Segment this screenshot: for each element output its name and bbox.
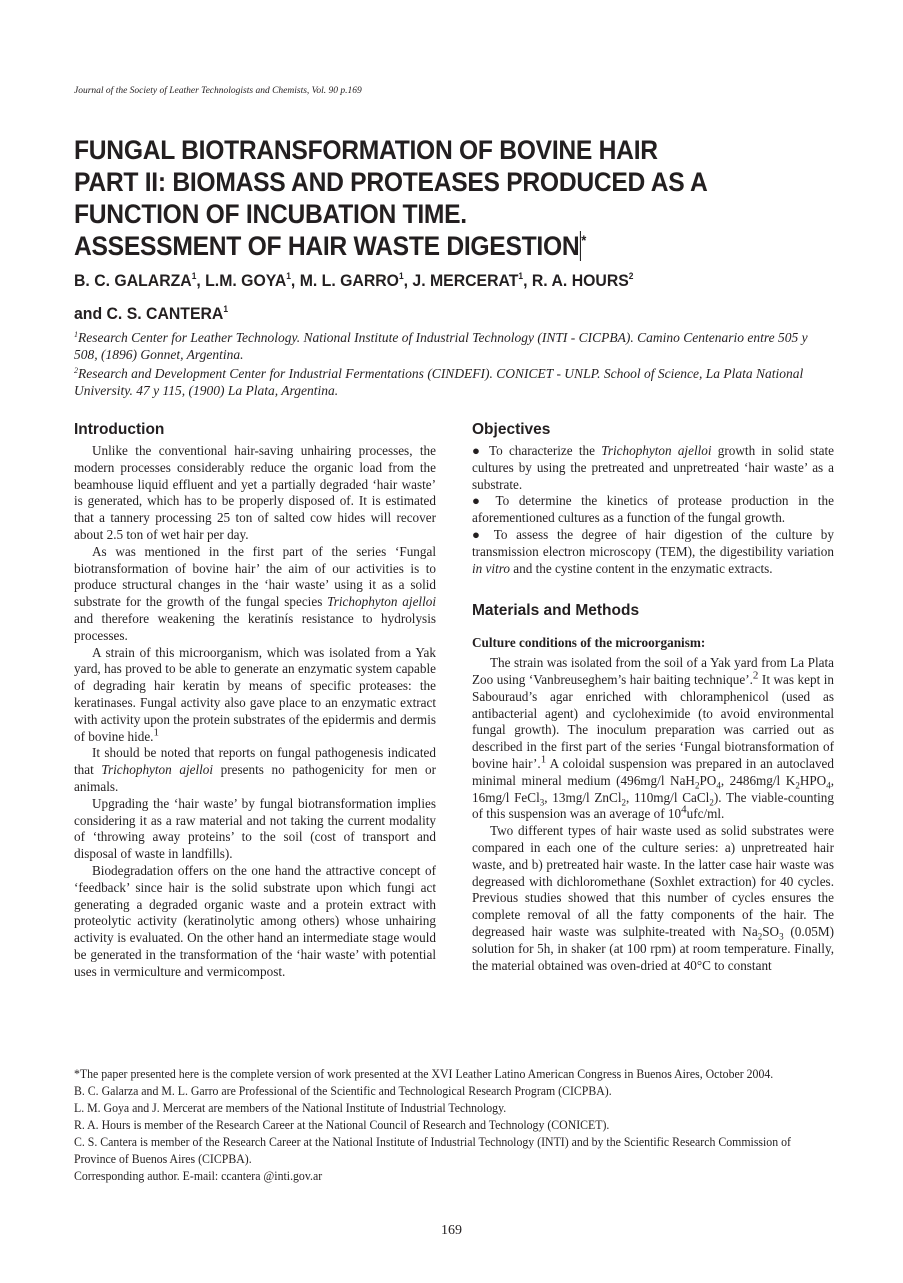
author-list: B. C. GALARZA$^1$, L.M. GOYA$^1$, M. L. GARRO$^1$, J. MERCERAT$^1$, R. A. HOURS$^2$ (74, 271, 634, 290)
footnote: *The paper presented here is the complete version of work presented at the XVI Leather Latino American Congress in Buenos Aires, October 2004. (74, 1067, 774, 1081)
section-heading-objectives: Objectives (472, 421, 551, 438)
affiliation-1: $^1$Research Center for Leather Technology. National Institute of Industrial Technology (INTI - CICPBA). Camino Centenario entre 505 y 508, (1896) Gonnet, Argentina. (74, 330, 808, 362)
paragraph: The strain was isolated from the soil of a Yak yard from La Plata Zoo using ‘Vanbreuseghem’s hair baiting technique’.$^2$ It was kept in Sabouraud’s agar enriched with chloramphenicol (used as antibacterial agent) and cycloheximide (to avoid environmental fungal growth). The inoculum preparation was carried out as described in the first part of the series ‘Fungal biotransformation of bovine hair’.$^1$ A coloidal suspension was prepared in an autoclaved minimal mineral medium (496mg/l $NaH_2PO_4$, 2486mg/l $K_2HPO_4$, 16mg/l FeCl$_3$, 13mg/l ZnCl$_2$, 110mg/l CaCl$_2$). The viable-counting of this suspension was an average of $10^4ufc/ml$. (472, 655, 835, 822)
page-number: 169 (441, 1223, 462, 1238)
footnote: R. A. Hours is member of the Research Career at the National Council of Research and Technology (CONICET). (74, 1118, 610, 1132)
left-column (74, 420, 436, 981)
title-line-2: PART II: BIOMASS AND PROTEASES PRODUCED AS A (74, 167, 708, 197)
bullet-icon: ● (472, 493, 487, 509)
author: L.M. GOYA (205, 271, 287, 290)
title-footnote-mark[interactable]: * (581, 232, 587, 248)
footnote: L. M. Goya and J. Mercerat are members of the National Institute of Industrial Technology. (74, 1101, 507, 1115)
objective-item: ● To characterize the Trichophyton ajelloi growth in solid state cultures by using the pretreated and unpretreated ‘hair waste’ as a substrate. (472, 443, 835, 492)
author: and C. S. CANTERA (74, 304, 224, 323)
footnote-corresponding-author: Corresponding author. E-mail: ccantera @inti.gov.ar (74, 1169, 323, 1183)
reference-mark[interactable]: 2 (752, 669, 759, 682)
affiliation-2: $^2$Research and Development Center for Industrial Fermentations (CINDEFI). CONICET - UNLP. School of Science, La Plata National University. 47 y 115, (1900) La Plata, Argentina. (74, 366, 804, 398)
footnote: B. C. Galarza and M. L. Garro are Professional of the Scientific and Technological Research Program (CICPBA). (74, 1084, 612, 1098)
author: J. MERCERAT (412, 271, 519, 290)
paragraph: Biodegradation offers on the one hand the attractive concept of ‘feedback’ since hair is the solid substrate upon which fungi act generating a degraded organic waste and a protein extract with proteolytic activity (keratinolytic among others) whose unhairing activity is evaluated. On the other hand an intermediate stage would be generated in the transformation of the ‘hair waste’ with potential uses in vermiculture and vermicompost. (74, 862, 436, 979)
paragraph: As was mentioned in the first part of the series ‘Fungal biotransformation of bovine hair’ the aim of our activities is to produce structural changes in the ‘hair waste’ using it as a solid substrate for the growth of the fungal species Trichophyton ajelloi and therefore weakening the keratinís resistance to hydrolysis processes. (74, 543, 437, 643)
title-line-3: FUNCTION OF INCUBATION TIME. (74, 199, 467, 229)
paragraph: Unlike the conventional hair-saving unhairing processes, the modern processes considerably reduce the organic load from the beamhouse liquid effluent and yet a partially degraded ‘hair waste’ is generated, which has to be properly disposed of. It is estimated that a tannery processing 25 ton of salted cow hides will recover about 2.5 ton of wet hair per day. (74, 443, 436, 542)
right-column (472, 420, 834, 974)
objective-item: ● To assess the degree of hair digestion of the culture by transmission electron microscopy (TEM), the digestibility variation in vitro and the cystine content in the enzymatic extracts. (472, 526, 834, 576)
author: M. L. GARRO (299, 271, 399, 290)
paragraph: Upgrading the ‘hair waste’ by fungal biotransformation implies considering it as a raw material and not taking the current modality of ‘throwing away proteins’ to the soil (cost of transport and disposal of waste in landfills). (74, 795, 436, 862)
title-line-1: FUNGAL BIOTRANSFORMATION OF BOVINE HAIR (74, 135, 658, 165)
subsection-heading: Culture conditions of the microorganism: (472, 635, 706, 651)
author: B. C. GALARZA (74, 271, 192, 290)
title-line-4: ASSESSMENT OF HAIR WASTE DIGESTION * (74, 231, 587, 261)
footnote: C. S. Cantera is member of the Research Career at the National Institute of Industrial Technology (INTI) and by the Scientific Research Commission of Province of Buenos Aires (CICPBA). (74, 1135, 791, 1166)
paragraph: It should be noted that reports on fungal pathogenesis indicated that Trichophyton ajelloi presents no pathogenicity for men or animals. (74, 745, 437, 794)
section-heading-methods: Materials and Methods (472, 602, 640, 620)
author: R. A. HOURS (531, 271, 629, 290)
paragraph: Two different types of hair waste used as solid substrates were compared in each one of the culture series: a) unpretreated hair waste, and b) pretreated hair waste. In the latter case hair waste was degreased with dichloromethane (Soxhlet extraction) for 40 cycles. Previous studies showed that this number of cycles ensures the complete removal of all the fatty components of the hair. The degreased hair waste was sulphite-treated with $Na_2SO_3$ (0.05M) solution for 5h, in shaker (at 100 rpm) at room temperature. Finally, the material obtained was oven-dried at 40°C to constant (472, 823, 834, 973)
paper-title (74, 134, 799, 262)
bullet-icon: ● (472, 526, 486, 542)
section-heading-introduction: Introduction (74, 421, 165, 438)
journal-header: Journal of the Society of Leather Technologists and Chemists, Vol. 90 p.169 (74, 86, 362, 96)
bullet-icon: ● (472, 443, 483, 458)
reference-mark[interactable]: 1 (153, 726, 159, 739)
paragraph: A strain of this microorganism, which was isolated from a Yak yard, has proved to be able to generate an enzymatic system capable of degrading hair keratin by means of specific proteases: the keratinases. Fungal activity also gave place to an enzymatic extract with activity upon the protein substrates of the epidermis and dermis of bovine hide.$^1$ (74, 644, 436, 744)
reference-mark[interactable]: 1 (540, 753, 547, 766)
author-list-continued: and C. S. CANTERA$^1$ (74, 304, 228, 323)
footnotes (74, 1066, 811, 1185)
objective-item: ● To determine the kinetics of protease production in the aforementioned cultures as a function of the fungal growth. (472, 493, 835, 526)
